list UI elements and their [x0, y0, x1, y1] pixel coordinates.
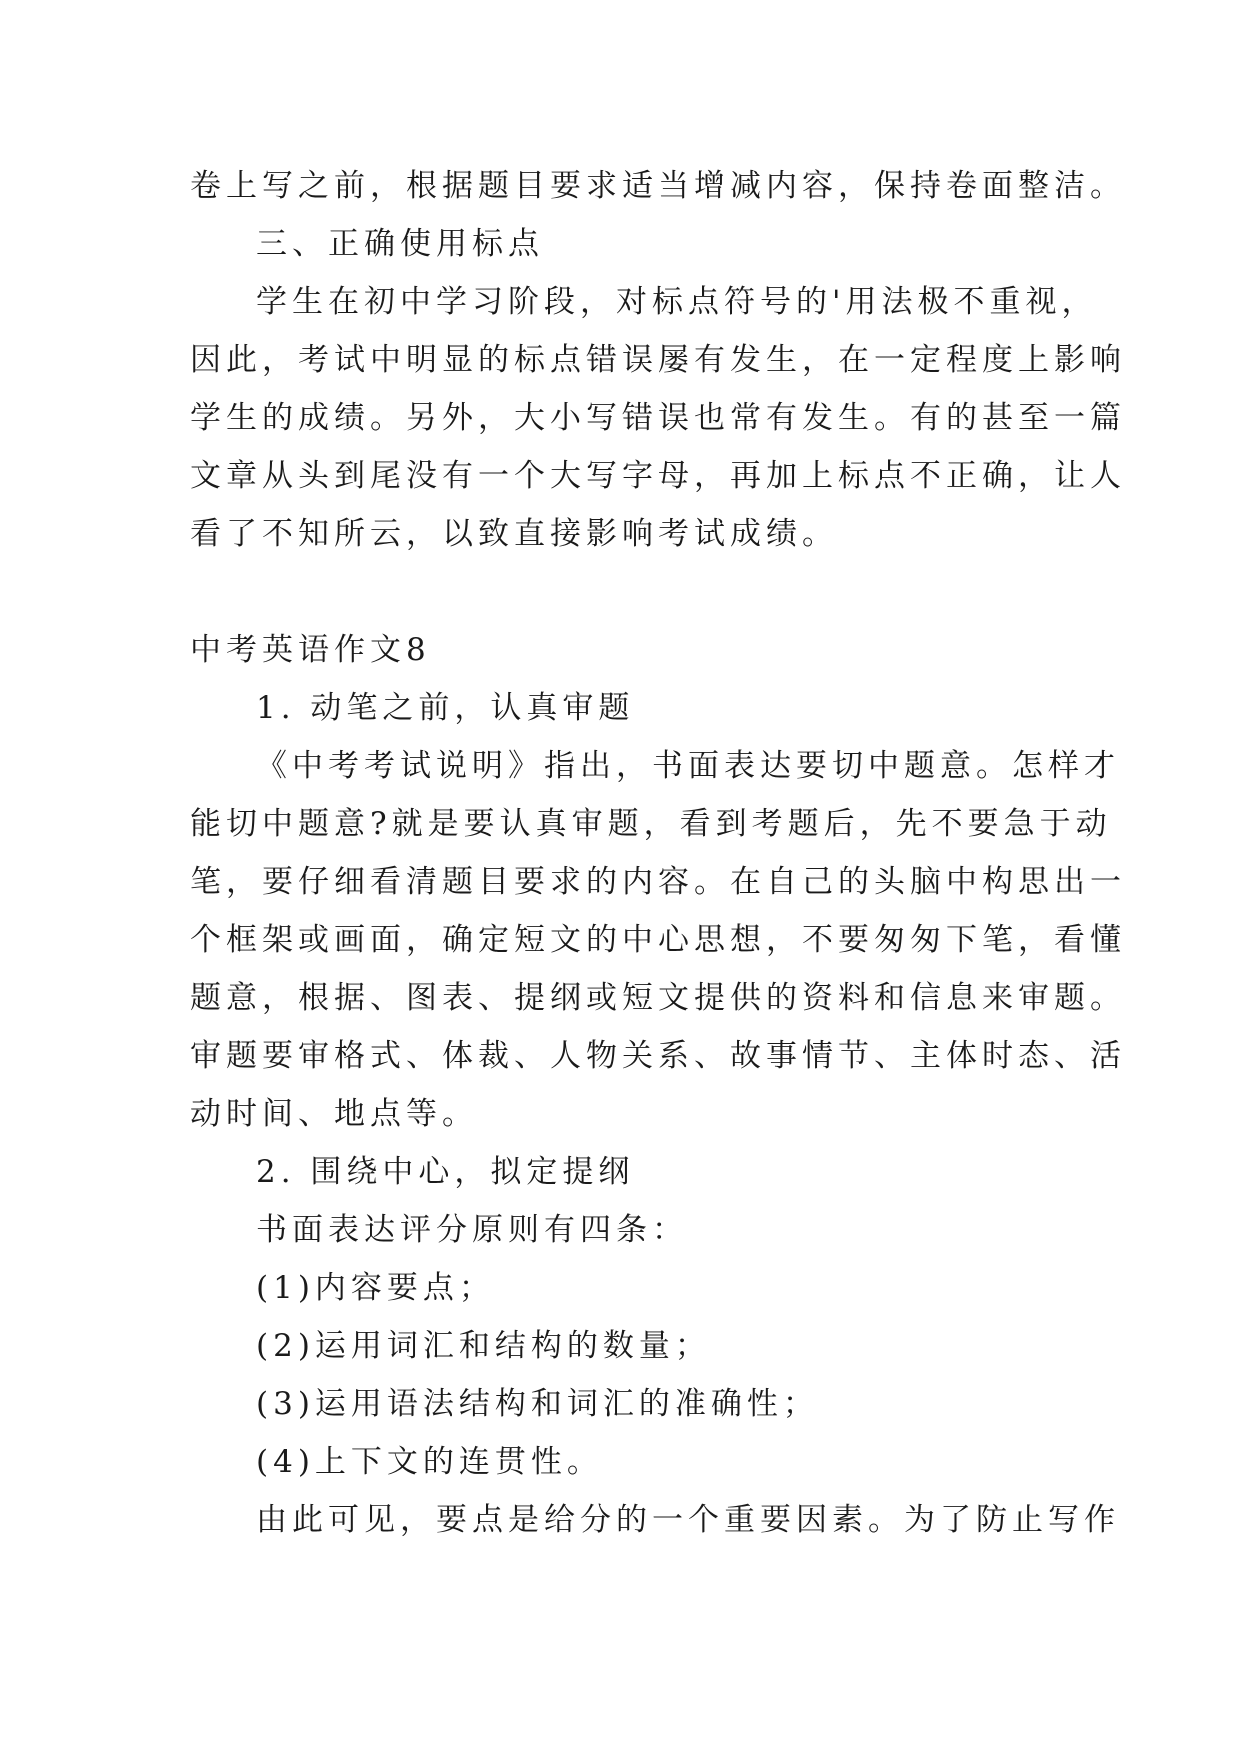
text-line: 学生在初中学习阶段，对标点符号的'用法极不重视，: [256, 284, 1098, 320]
section-heading: 1. 动笔之前，认真审题: [256, 690, 635, 726]
text-line: 审题要审格式、体裁、人物关系、故事情节、主体时态、活: [190, 1038, 1126, 1074]
text-line: 因此，考试中明显的标点错误屡有发生，在一定程度上影响: [190, 342, 1126, 378]
list-item: (4)上下文的连贯性。: [256, 1444, 603, 1480]
text-line: 笔，要仔细看清题目要求的内容。在自己的头脑中构思出一: [190, 864, 1126, 900]
text-line: 看了不知所云，以致直接影响考试成绩。: [190, 516, 838, 552]
text-line: 卷上写之前，根据题目要求适当增减内容，保持卷面整洁。: [190, 168, 1126, 204]
text-line: 由此可见，要点是给分的一个重要因素。为了防止写作: [256, 1502, 1120, 1538]
text-line: 书面表达评分原则有四条：: [256, 1212, 688, 1248]
text-line: 题意，根据、图表、提纲或短文提供的资料和信息来审题。: [190, 980, 1126, 1016]
article-title: 中考英语作文8: [190, 632, 431, 668]
text-line: 文章从头到尾没有一个大写字母，再加上标点不正确，让人: [190, 458, 1126, 494]
section-heading: 三、正确使用标点: [256, 226, 544, 262]
list-item: (1)内容要点；: [256, 1270, 495, 1306]
text-line: 《中考考试说明》指出，书面表达要切中题意。怎样才: [256, 748, 1120, 784]
text-line: 学生的成绩。另外，大小写错误也常有发生。有的甚至一篇: [190, 400, 1126, 436]
text-line: 动时间、地点等。: [190, 1096, 478, 1132]
list-item: (3)运用语法结构和词汇的准确性；: [256, 1386, 819, 1422]
text-line: 个框架或画面，确定短文的中心思想，不要匆匆下笔，看懂: [190, 922, 1126, 958]
section-heading: 2. 围绕中心，拟定提纲: [256, 1154, 635, 1190]
list-item: (2)运用词汇和结构的数量；: [256, 1328, 711, 1364]
text-line: 能切中题意?就是要认真审题，看到考题后，先不要急于动: [190, 806, 1112, 842]
